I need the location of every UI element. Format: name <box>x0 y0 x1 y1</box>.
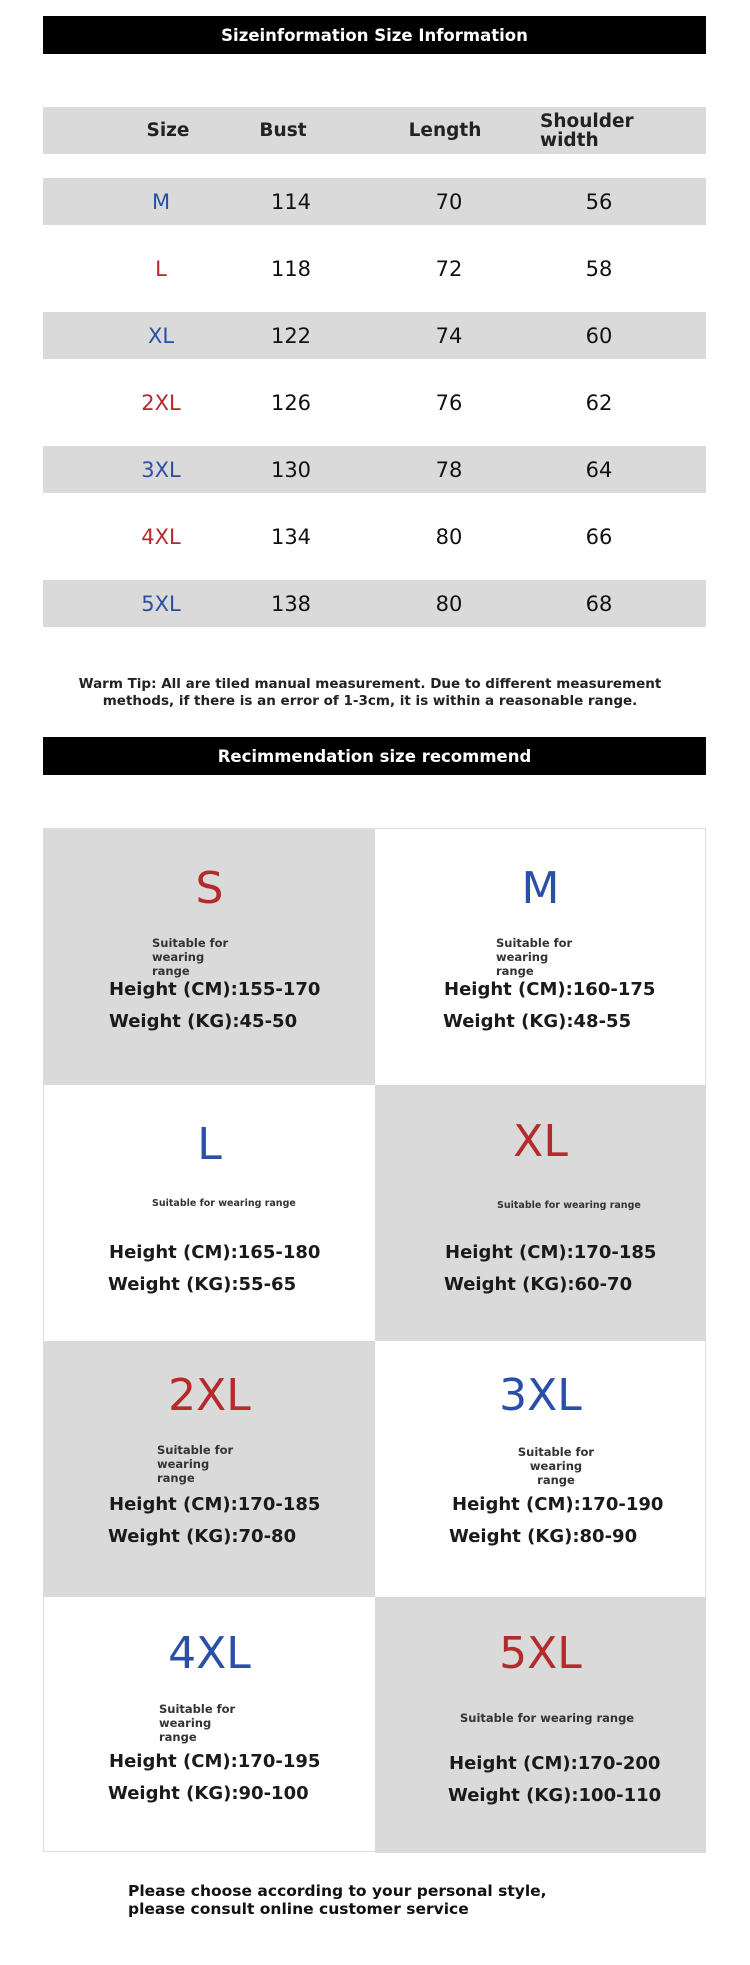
rec-size-label: XL <box>513 1116 568 1167</box>
row-bust: 130 <box>270 457 312 482</box>
row-bust: 122 <box>270 323 312 348</box>
size-table-row <box>43 446 706 493</box>
rec-height: Height (CM):170-185 <box>445 1242 657 1263</box>
row-size: 4XL <box>141 524 181 549</box>
rec-weight: Weight (KG):70-80 <box>108 1526 297 1547</box>
rec-card-3xl <box>375 1341 706 1597</box>
rec-card-2xl <box>44 1341 375 1597</box>
rec-card-m <box>375 829 706 1085</box>
row-shoulder: 64 <box>585 457 613 482</box>
rec-suitable-label: Suitable for wearing range <box>496 936 573 978</box>
rec-height: Height (CM):170-195 <box>109 1751 321 1772</box>
rec-height: Height (CM):155-170 <box>109 979 321 1000</box>
rec-height: Height (CM):170-190 <box>452 1494 664 1515</box>
row-length: 72 <box>435 256 463 281</box>
row-size: 3XL <box>141 457 181 482</box>
size-table-row <box>43 580 706 627</box>
rec-size-label: 4XL <box>168 1628 251 1679</box>
size-table-row <box>43 178 706 225</box>
rec-card-5xl <box>375 1597 706 1853</box>
header-length: Length <box>408 120 482 141</box>
row-length: 80 <box>435 524 463 549</box>
rec-weight: Weight (KG):55-65 <box>108 1274 297 1295</box>
row-length: 80 <box>435 591 463 616</box>
rec-suitable-label: Suitable for wearing range <box>159 1702 236 1744</box>
rec-weight: Weight (KG):80-90 <box>449 1526 638 1547</box>
row-size: 2XL <box>141 390 181 415</box>
rec-size-label: 5XL <box>499 1628 582 1679</box>
rec-weight: Weight (KG):48-55 <box>443 1011 632 1032</box>
rec-suitable-label: Suitable for wearing range <box>152 1198 296 1209</box>
rec-weight: Weight (KG):90-100 <box>108 1783 309 1804</box>
row-length: 78 <box>435 457 463 482</box>
size-information-banner <box>43 16 706 54</box>
rec-suitable-label: Suitable for wearing range <box>152 936 229 978</box>
rec-card-xl <box>375 1085 706 1341</box>
rec-size-label: 3XL <box>499 1370 582 1421</box>
size-table-row <box>43 513 706 560</box>
rec-weight: Weight (KG):60-70 <box>444 1274 633 1295</box>
size-table-row <box>43 379 706 426</box>
rec-weight: Weight (KG):45-50 <box>109 1011 298 1032</box>
warm-tip: Warm Tip: All are tiled manual measurement. Due to different measurement methods, if there is an error of 1-3cm, it is within a reasonable range. <box>78 676 662 709</box>
rec-weight: Weight (KG):100-110 <box>448 1785 662 1806</box>
row-shoulder: 68 <box>585 591 613 616</box>
rec-suitable-label: Suitable for wearing range <box>157 1443 234 1485</box>
rec-card-l <box>44 1085 375 1341</box>
row-bust: 114 <box>270 189 312 214</box>
row-bust: 126 <box>270 390 312 415</box>
row-size: L <box>155 256 167 281</box>
row-shoulder: 58 <box>585 256 613 281</box>
row-size: M <box>151 189 171 214</box>
row-shoulder: 60 <box>585 323 613 348</box>
rec-suitable-label: Suitable for wearing range <box>517 1445 595 1487</box>
rec-size-label: M <box>521 863 560 914</box>
row-bust: 118 <box>270 256 312 281</box>
rec-size-label: S <box>195 863 224 914</box>
recommendation-title: Recimmendation size recommend <box>217 746 532 766</box>
recommendation-grid <box>43 828 706 1852</box>
row-size: 5XL <box>141 591 181 616</box>
row-shoulder: 66 <box>585 524 613 549</box>
rec-card-4xl <box>44 1597 375 1853</box>
rec-card-s <box>44 829 375 1085</box>
header-bust: Bust <box>259 120 307 141</box>
row-bust: 134 <box>270 524 312 549</box>
header-size: Size <box>146 120 190 141</box>
row-length: 70 <box>435 189 463 214</box>
row-length: 76 <box>435 390 463 415</box>
recommendation-banner <box>43 737 706 775</box>
rec-size-label: 2XL <box>168 1370 251 1421</box>
rec-suitable-label: Suitable for wearing range <box>460 1711 635 1725</box>
rec-suitable-label: Suitable for wearing range <box>497 1200 641 1211</box>
size-table-row <box>43 245 706 292</box>
rec-height: Height (CM):170-185 <box>109 1494 321 1515</box>
row-shoulder: 56 <box>585 189 613 214</box>
row-length: 74 <box>435 323 463 348</box>
footer-note: Please choose according to your personal style, please consult online customer service <box>128 1882 547 1918</box>
size-table-row <box>43 312 706 359</box>
rec-size-label: L <box>197 1119 222 1170</box>
row-bust: 138 <box>270 591 312 616</box>
rec-height: Height (CM):160-175 <box>444 979 656 1000</box>
rec-height: Height (CM):165-180 <box>109 1242 321 1263</box>
row-size: XL <box>147 323 175 348</box>
rec-height: Height (CM):170-200 <box>449 1753 661 1774</box>
size-table-header <box>43 107 706 154</box>
size-information-title: Sizeinformation Size Information <box>221 25 528 45</box>
row-shoulder: 62 <box>585 390 613 415</box>
header-shoulder-width: Shoulder width <box>540 110 634 151</box>
